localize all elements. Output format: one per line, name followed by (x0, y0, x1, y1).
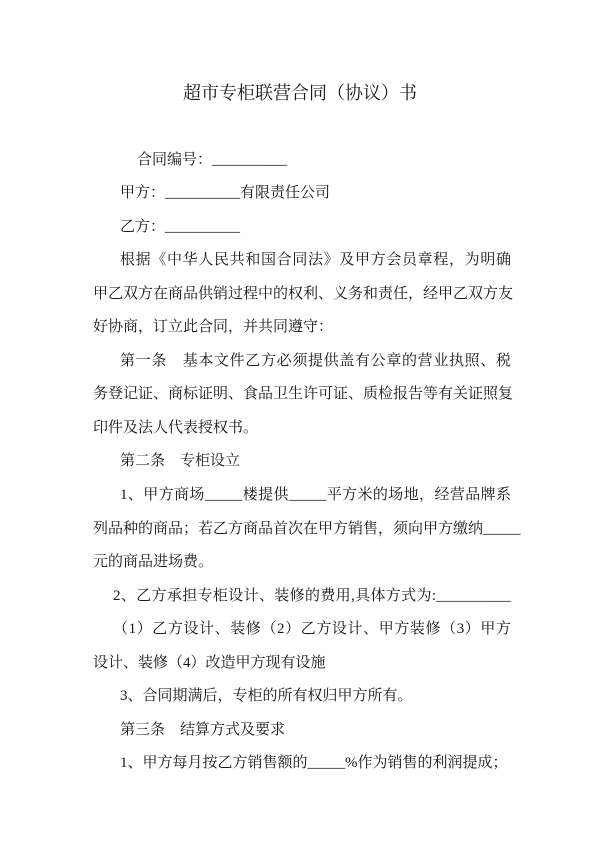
article-2-options-line: （1）乙方设计、装修（2）乙方设计、甲方装修（3）甲方 (113, 621, 511, 638)
article-2-clause-1-line: 1、甲方商场_____楼提供_____平方米的场地，经营品牌系 (120, 486, 511, 503)
article-2-clause-1 (93, 479, 521, 580)
article-1-line: 务登记证、商标证明、食品卫生许可证、质检报告等有关证照复 (93, 386, 514, 403)
article-1-line: 第一条 基本文件乙方必须提供盖有公章的营业执照、税 (120, 352, 511, 369)
preamble-line: 好协商，订立此合同，并共同遵守： (93, 319, 334, 336)
document-body (93, 144, 521, 781)
article-2-clause-2-options (93, 613, 511, 680)
preamble-line: 甲乙双方在商品供销过程中的权利、义务和责任，经甲乙双方友 (93, 285, 514, 302)
article-3-clause-1: 1、甲方每月按乙方销售额的_____%作为销售的利润提成； (120, 755, 508, 772)
article-2-heading: 第二条 专柜设立 (120, 453, 241, 470)
article-2-clause-3: 3、合同期满后，专柜的所有权归甲方所有。 (120, 688, 413, 705)
preamble-line: 根据《中华人民共和国合同法》及甲方会员章程，为明确 (120, 252, 511, 269)
document-title: 超市专柜联营合同（协议）书 (183, 83, 417, 103)
article-2-options-line: 设计、装修（4）改造甲方现有设施 (93, 654, 326, 671)
article-2-clause-2: 2、乙方承担专柜设计、装修的费用,具体方式为:__________ (113, 587, 511, 604)
party-a-field: 甲方：__________有限责任公司 (120, 185, 331, 202)
article-1-line: 印件及法人代表授权书。 (93, 419, 259, 436)
contract-number-field: 合同编号：__________ (137, 151, 288, 168)
article-2-clause-1-line: 列品种的商品；若乙方商品首次在甲方销售，须向甲方缴纳_____ (93, 520, 521, 537)
party-b-field: 乙方：__________ (120, 218, 241, 235)
preamble-paragraph (93, 244, 514, 345)
article-2-clause-1-line: 元的商品进场费。 (93, 554, 214, 571)
article-1-paragraph (93, 345, 514, 446)
article-3-heading: 第三条 结算方式及要求 (120, 721, 286, 738)
